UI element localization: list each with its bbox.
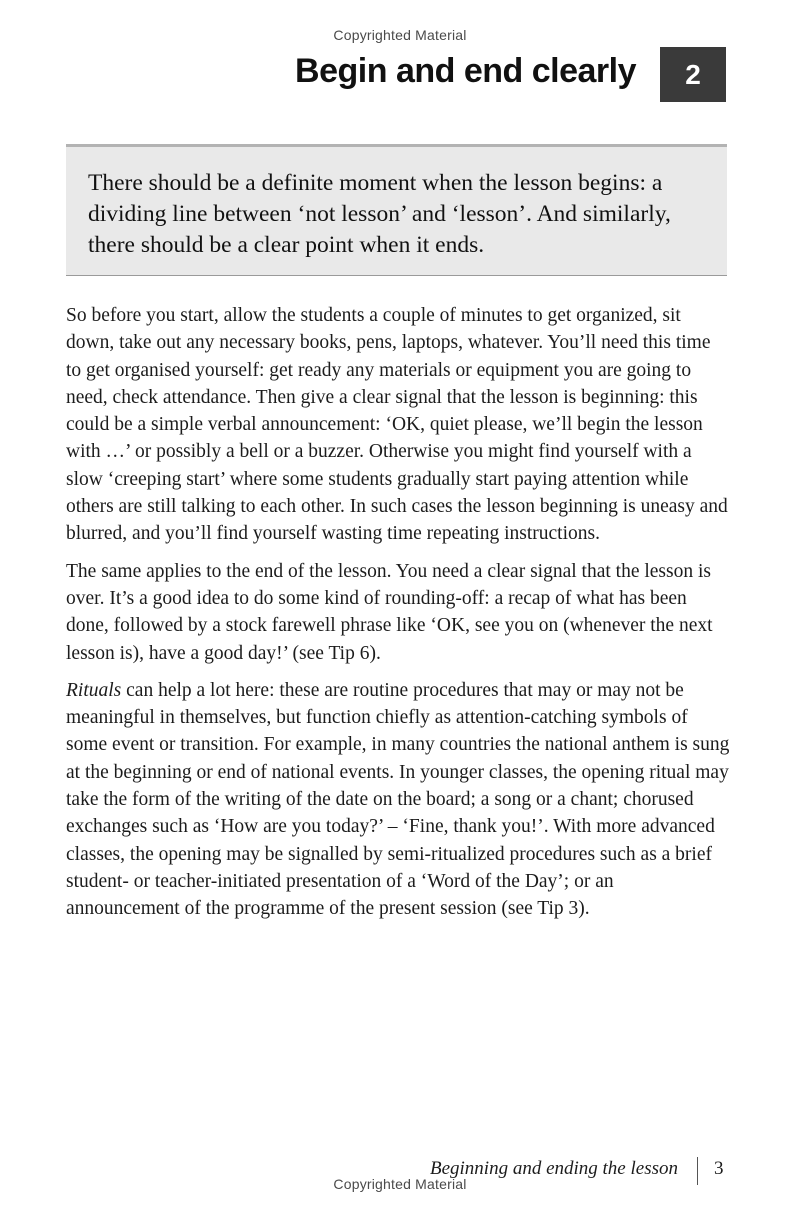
tip-title: Begin and end clearly <box>295 52 636 90</box>
paragraph-2: The same applies to the end of the lesson. You need a clear signal that the lesson is over. It’s a good idea to do some kind of rounding-off: a recap of what has been done, followed by a stock farewell phrase like ‘OK, see you on (whenever the next lesson is), have a good day!’ (see Tip 6). <box>66 560 713 664</box>
summary-box <box>66 144 727 276</box>
tip-number-badge: 2 <box>660 47 726 102</box>
footer-caption: Beginning and ending the lesson <box>429 1158 678 1179</box>
paragraph-3-text: can help a lot here: these are routine procedures that may or may not be meaningful in themselves, but function chiefly as attention-catching symbols of some event or transition. For example, in many countries the national anthem is sung at the beginning or end of national events. In younger classes, the opening ritual may take the form of the writing of the date on the board; a song or a chant; chorused exchanges such as ‘How are you today?’ – ‘Fine, thank you!’. With more advanced classes, the opening may be signalled by semi-ritualized procedures such as a brief student- or teacher-initiated presentation of a ‘Word of the Day’; or an announcement of the programme of the present session (see Tip 3). <box>66 679 730 920</box>
copyright-watermark-bottom: Copyrighted Material <box>333 1176 467 1192</box>
summary-text: There should be a definite moment when the lesson begins: a dividing line between ‘not lesson’ and ‘lesson’. And similarly, there should be a clear point when it ends. <box>88 170 671 258</box>
body-text <box>66 302 730 933</box>
page-number: 3 <box>714 1158 724 1179</box>
paragraph-1: So before you start, allow the students a couple of minutes to get organized, sit down, take out any necessary books, pens, laptops, whatever. You’ll need this time to get organised yourself: get ready any materials or equipment you are going to need, check attendance. Then give a clear signal that the lesson is beginning: this could be a simple verbal announcement: ‘OK, quiet please, we’ll begin the lesson with …’ or possibly a bell or a buzzer. Otherwise you might find yourself with a slow ‘creeping start’ where some students gradually start paying attention while others are still talking to each other. In such cases the lesson beginning is uneasy and blurred, and you’ll find yourself wasting time repeating instructions. <box>66 305 728 545</box>
rituals-term: Rituals <box>66 679 122 701</box>
paragraph-3 <box>66 677 730 923</box>
copyright-watermark-top: Copyrighted Material <box>333 27 467 43</box>
